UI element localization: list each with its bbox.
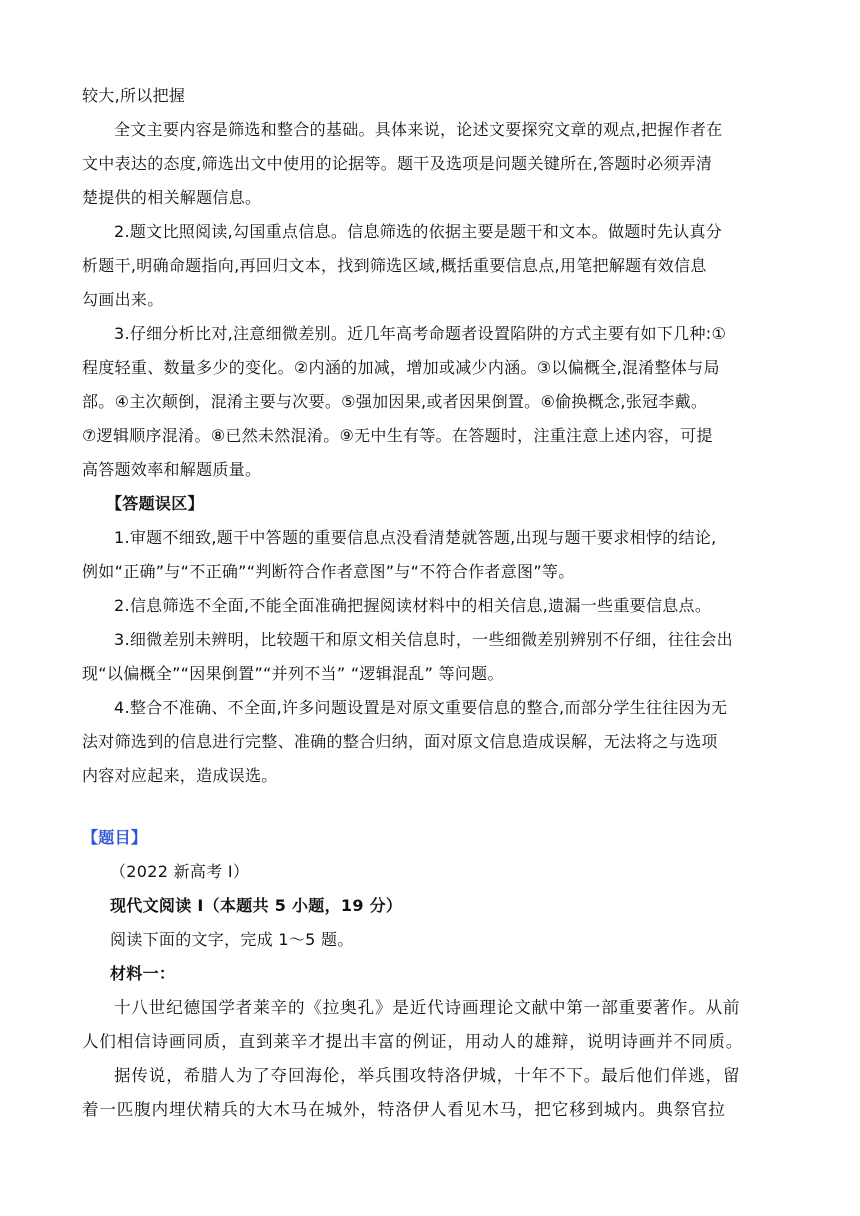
text-line: 楚提供的相关解题信息。 <box>82 188 262 207</box>
text-line: 例如“正确”与“不正确”“判断符合作者意图”与“不符合作者意图”等。 <box>82 562 575 581</box>
text-line: ⑦逻辑顺序混淆。⑧已然未然混淆。⑨无中生有等。在答题时，注重注意上述内容，可提 <box>82 426 713 445</box>
text-line: 法对筛选到的信息进行完整、准确的整合归纳，面对原文信息造成误解，无法将之与选项 <box>82 732 718 751</box>
text-line: 3.仔细分析比对,注意细微差别。近几年高考命题者设置陷阱的方式主要有如下几种:① <box>114 324 727 343</box>
text-line: 3.细微差别未辨明，比较题干和原文相关信息时，一些细微差别辨别不仔细，往往会出 <box>114 630 733 649</box>
section-title: 现代文阅读 I（本题共 5 小题，19 分） <box>110 896 403 915</box>
instruction: 阅读下面的文字，完成 1～5 题。 <box>110 930 354 949</box>
text-line: 2.题文比照阅读,勾国重点信息。信息筛选的依据主要是题干和文本。做题时先认真分 <box>114 222 723 241</box>
question-heading: 【题目】 <box>82 828 148 847</box>
text-line: 现“以偏概全”“因果倒置”“并列不当” “逻辑混乱” 等问题。 <box>82 664 504 683</box>
text-line: 4.整合不准确、不全面,许多问题设置是对原文重要信息的整合,而部分学生往往因为无 <box>114 698 728 717</box>
text-line: 2.信息筛选不全面,不能全面准确把握阅读材料中的相关信息,遗漏一些重要信息点。 <box>114 596 712 615</box>
text-line: 高答题效率和解题质量。 <box>82 460 262 479</box>
passage-line: 人们相信诗画同质，直到莱辛才提出丰富的例证，用动人的雄辩，说明诗画并不同质。 <box>82 1032 744 1051</box>
text-line: 勾画出来。 <box>82 290 164 309</box>
text-line: 部。④主次颠倒，混淆主要与次要。⑤强加因果,或者因果倒置。⑥偷换概念,张冠李戴。 <box>82 392 708 411</box>
text-line: 1.审题不细致,题干中答题的重要信息点没看清楚就答题,出现与题干要求相悖的结论, <box>114 528 717 547</box>
section-heading: 【答题误区】 <box>106 494 204 513</box>
text-line: 析题干,明确命题指向,再回归文本，找到筛选区域,概括重要信息点,用笔把解题有效信息 <box>82 256 707 275</box>
passage-line: 着一匹腹内埋伏精兵的大木马在城外，特洛伊人看见木马，把它移到城内。典祭官拉 <box>82 1100 726 1119</box>
passage-line: 据传说，希腊人为了夺回海伦，举兵围攻特洛伊城，十年不下。最后他们佯逃，留 <box>114 1066 741 1085</box>
text-line: 文中表达的态度,筛选出文中使用的论据等。题干及选项是问题关键所在,答题时必须弄清 <box>82 154 713 173</box>
text-line: 全文主要内容是筛选和整合的基础。具体来说，论述文要探究文章的观点,把握作者在 <box>114 120 723 139</box>
exam-source: （2022 新高考 I） <box>110 862 250 881</box>
material-label: 材料一： <box>110 964 176 983</box>
text-line: 程度轻重、数量多少的变化。②内涵的加减，增加或减少内涵。③以偏概全,混淆整体与局 <box>82 358 720 377</box>
text-line: 较大,所以把握 <box>82 86 186 105</box>
text-line: 内容对应起来，造成误选。 <box>82 766 278 785</box>
passage-line: 十八世纪德国学者莱辛的《拉奥孔》是近代诗画理论文献中第一部重要著作。从前 <box>114 998 741 1017</box>
